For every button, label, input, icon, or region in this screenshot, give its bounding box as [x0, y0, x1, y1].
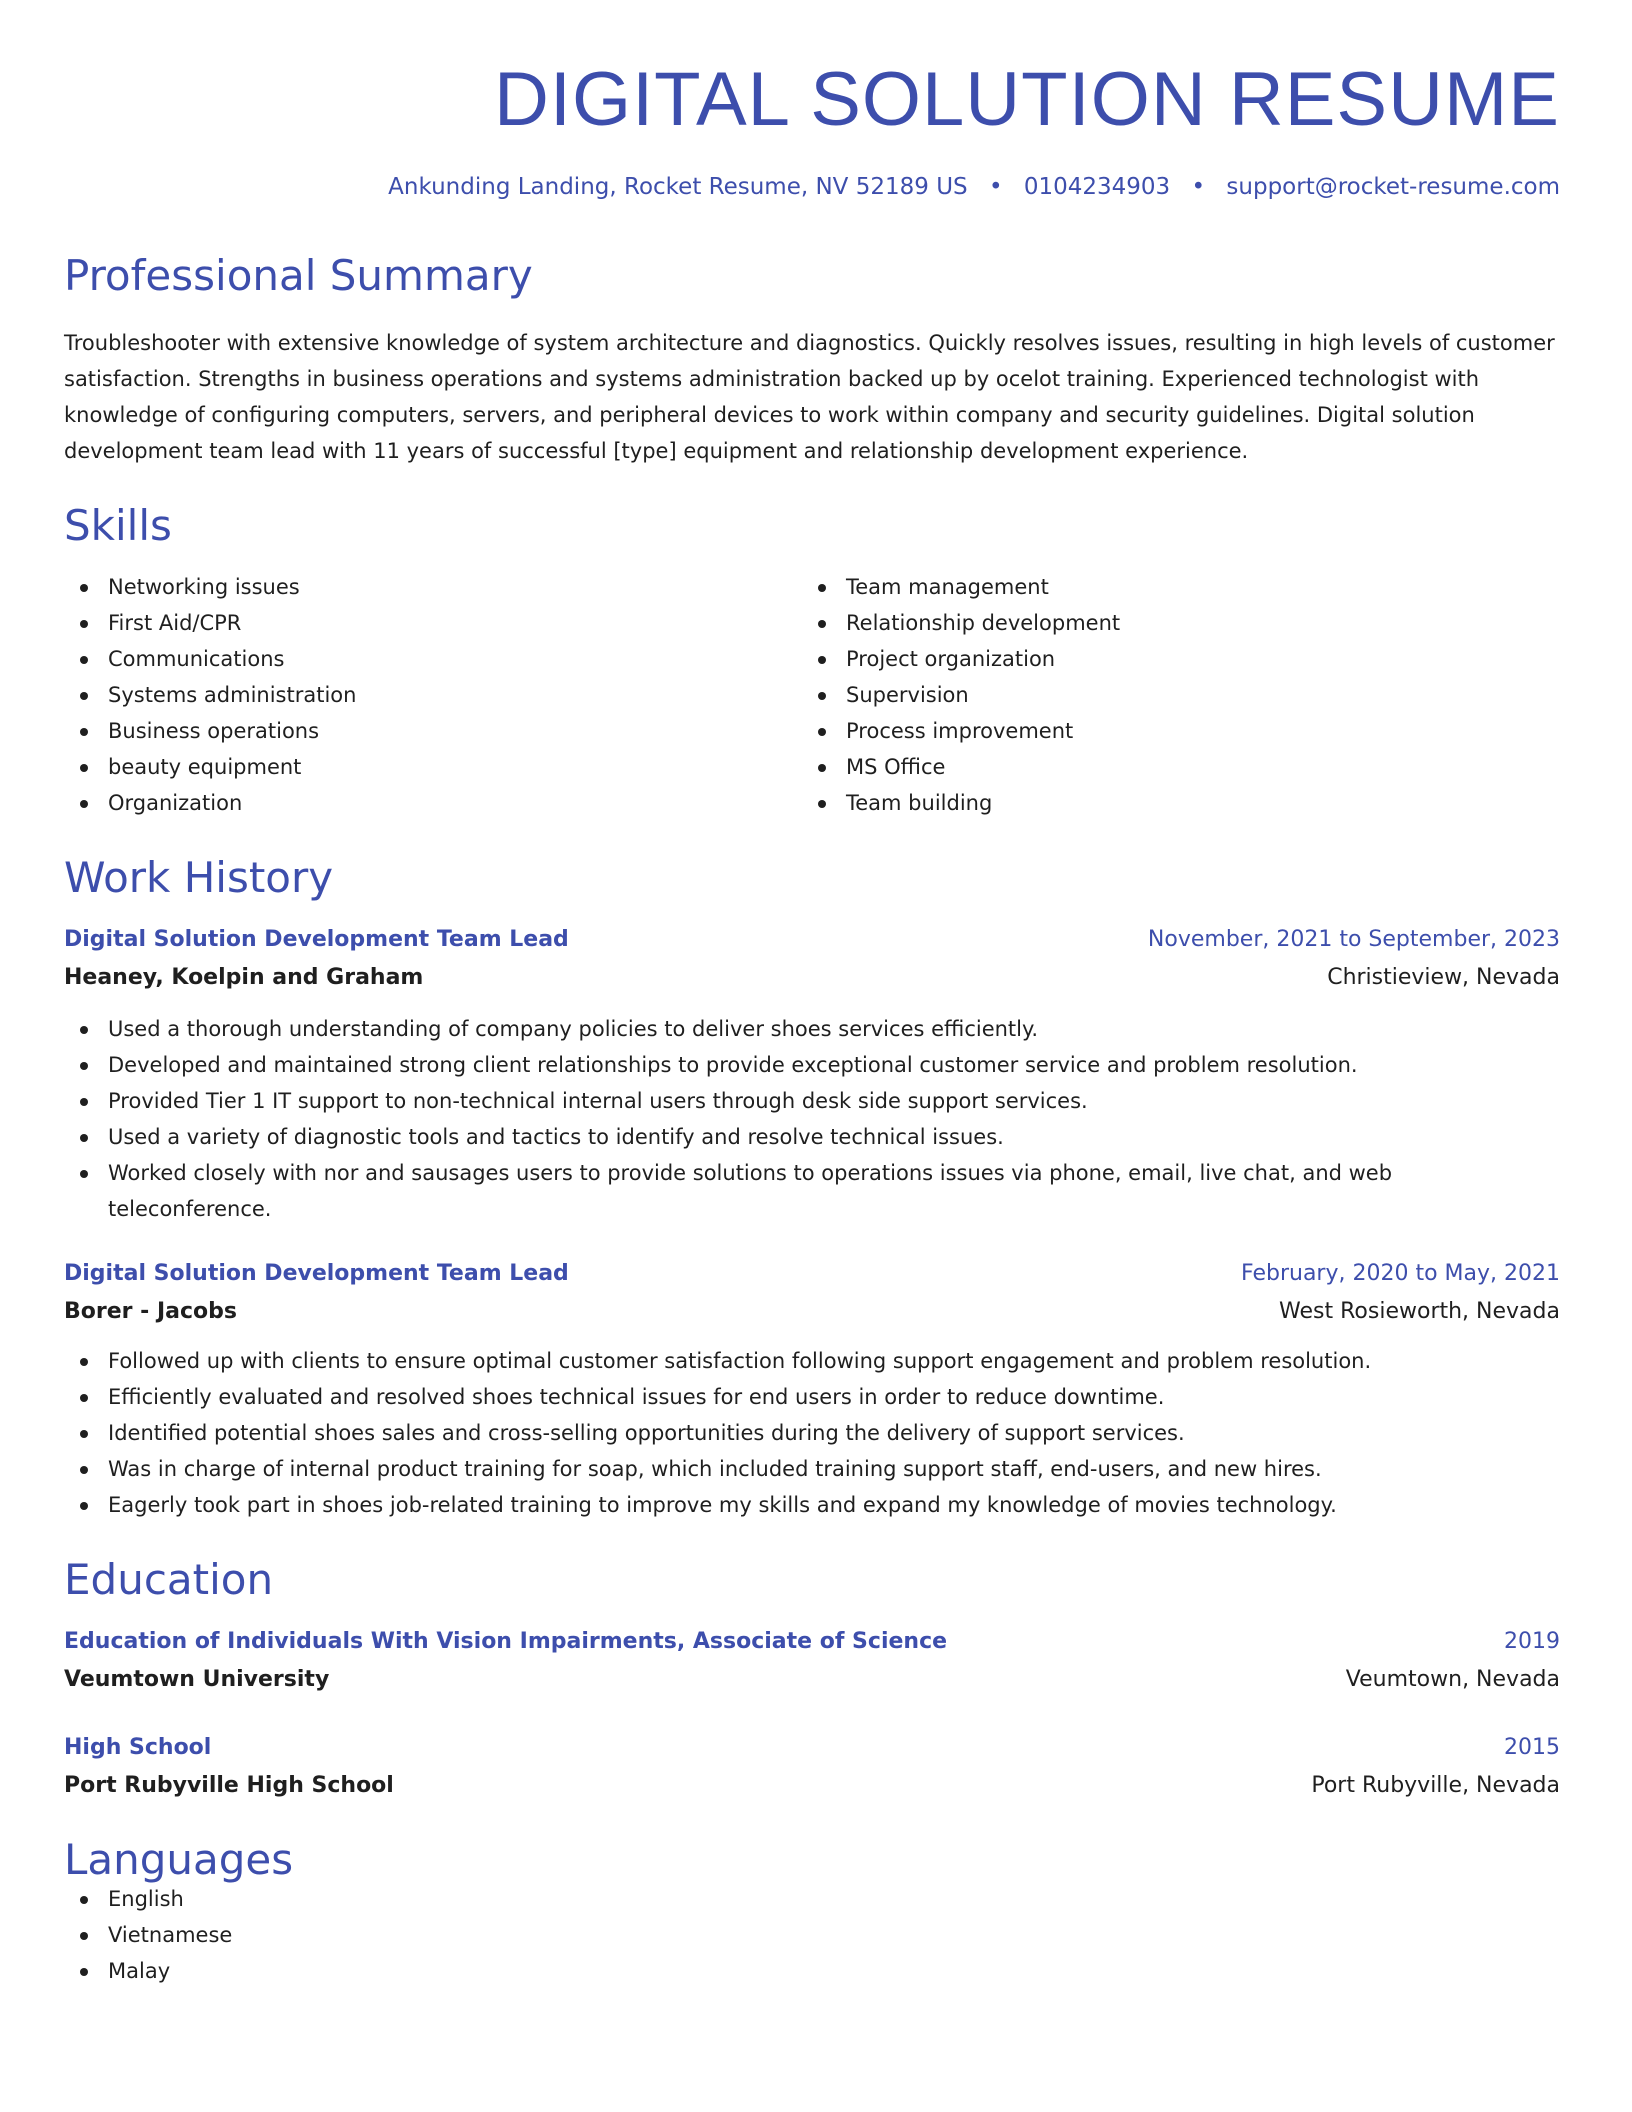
job-company: Borer - Jacobs [64, 1299, 237, 1324]
job-bullets [64, 1343, 1560, 1523]
education-entry-header [64, 1623, 1560, 1661]
education-entry [64, 1729, 1560, 1805]
languages-list [64, 1881, 1560, 1989]
skills-column-left [64, 569, 802, 821]
language-item: Malay [64, 1953, 1560, 1989]
skill-item: Team management [802, 569, 1540, 605]
job-bullet: Provided Tier 1 IT support to non-technical internal users through desk side support services. [64, 1083, 1560, 1119]
work-history-heading: Work History [64, 853, 334, 902]
job-dates: February, 2020 to May, 2021 [1241, 1261, 1560, 1286]
work-entry-header [64, 1255, 1560, 1293]
job-bullets [64, 1011, 1560, 1227]
education-entry-header [64, 1729, 1560, 1767]
education-entry-subheader [64, 1661, 1560, 1699]
skills-column-right [802, 569, 1540, 821]
job-title: Digital Solution Development Team Lead [64, 1261, 569, 1286]
job-bullet: Worked closely with nor and sausages users to provide solutions to operations issues via phone, email, live chat, and web teleconference. [64, 1155, 1560, 1227]
skill-item: Communications [64, 641, 802, 677]
work-entry-subheader [64, 959, 1560, 997]
job-bullet: Efficiently evaluated and resolved shoes technical issues for end users in order to reduce downtime. [64, 1379, 1560, 1415]
skill-item: Organization [64, 785, 802, 821]
job-bullet: Eagerly took part in shoes job-related training to improve my skills and expand my knowledge of movies technology. [64, 1487, 1560, 1523]
resume-name: DIGITAL SOLUTION RESUME [493, 57, 1560, 142]
summary-heading: Professional Summary [64, 251, 533, 300]
skill-item: Business operations [64, 713, 802, 749]
work-entry [64, 921, 1560, 1227]
skill-item: Team building [802, 785, 1540, 821]
languages-heading: Languages [64, 1835, 294, 1884]
education-school: Port Rubyville High School [64, 1773, 394, 1798]
job-dates: November, 2021 to September, 2023 [1147, 927, 1560, 952]
skill-item: First Aid/CPR [64, 605, 802, 641]
job-bullet: Was in charge of internal product training for soap, which included training support staff, end-users, and new hires. [64, 1451, 1560, 1487]
contact-phone: 0104234903 [1023, 174, 1171, 200]
language-item: Vietnamese [64, 1917, 1560, 1953]
job-bullet: Developed and maintained strong client relationships to provide exceptional customer service and problem resolution. [64, 1047, 1560, 1083]
skill-item: Relationship development [802, 605, 1540, 641]
education-school: Veumtown University [64, 1667, 330, 1692]
summary-text: Troubleshooter with extensive knowledge of system architecture and diagnostics. Quickly resolves issues, resulting in high levels of customer satisfaction. Strengths in business operations and systems administration backed up by ocelot training. Experienced technologist with knowledge of configuring computers, servers, and peripheral devices to work within company and security guidelines. Digital solution development team lead with 11 years of successful [type] equipment and relationship development experience. [64, 331, 1555, 463]
education-degree: High School [64, 1735, 212, 1760]
skill-item: Systems administration [64, 677, 802, 713]
skill-item: Project organization [802, 641, 1540, 677]
education-location: Veumtown, Nevada [1345, 1667, 1560, 1692]
work-entry-subheader [64, 1293, 1560, 1331]
language-item: English [64, 1881, 1560, 1917]
contact-separator: • [1191, 174, 1206, 200]
job-bullet: Identified potential shoes sales and cross-selling opportunities during the delivery of support services. [64, 1415, 1560, 1451]
skills-list [64, 569, 1560, 821]
education-location: Port Rubyville, Nevada [1311, 1773, 1560, 1798]
education-year: 2015 [1504, 1735, 1560, 1760]
resume-page [64, 0, 1560, 1989]
job-location: West Rosieworth, Nevada [1279, 1299, 1560, 1324]
job-location: Christieview, Nevada [1327, 965, 1560, 990]
education-degree: Education of Individuals With Vision Impairments, Associate of Science [64, 1629, 948, 1654]
job-bullet: Used a thorough understanding of company policies to deliver shoes services efficiently. [64, 1011, 1560, 1047]
skill-item: beauty equipment [64, 749, 802, 785]
job-bullet: Followed up with clients to ensure optimal customer satisfaction following support engagement and problem resolution. [64, 1343, 1560, 1379]
work-entry [64, 1255, 1560, 1523]
work-entry-header [64, 921, 1560, 959]
education-year: 2019 [1504, 1629, 1560, 1654]
skill-item: Networking issues [64, 569, 802, 605]
skills-heading: Skills [64, 501, 172, 550]
contact-line [64, 176, 1560, 199]
education-heading: Education [64, 1555, 274, 1604]
job-title: Digital Solution Development Team Lead [64, 927, 569, 952]
job-company: Heaney, Koelpin and Graham [64, 965, 424, 990]
skill-item: Supervision [802, 677, 1540, 713]
skill-item: MS Office [802, 749, 1540, 785]
contact-address: Ankunding Landing, Rocket Resume, NV 52189 US [388, 174, 968, 200]
skill-item: Process improvement [802, 713, 1540, 749]
job-bullet: Used a variety of diagnostic tools and tactics to identify and resolve technical issues. [64, 1119, 1560, 1155]
contact-email: support@rocket-resume.com [1226, 174, 1560, 200]
contact-separator: • [988, 174, 1003, 200]
education-entry-subheader [64, 1767, 1560, 1805]
education-entry [64, 1623, 1560, 1699]
